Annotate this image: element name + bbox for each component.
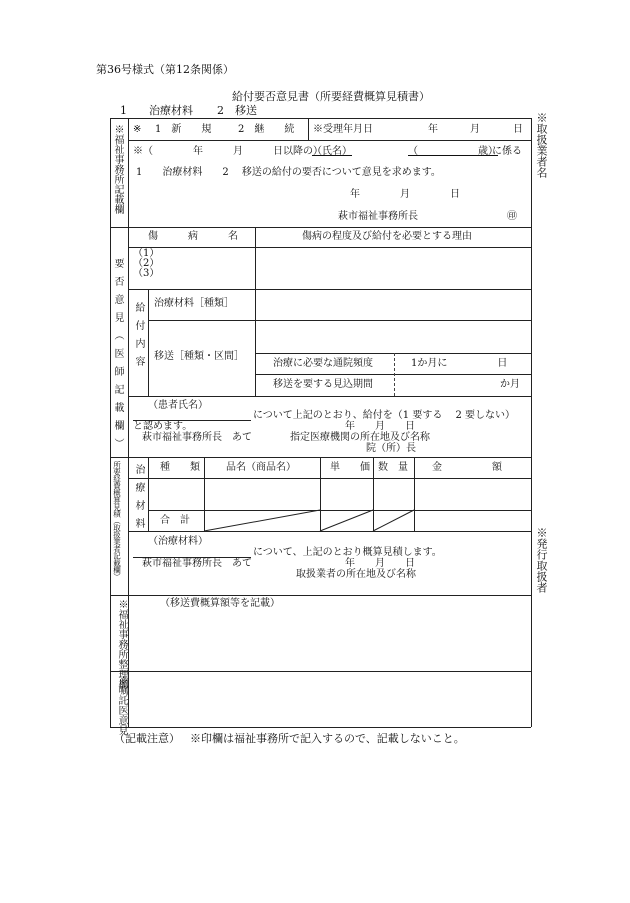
approval-text-2: と認めます。 bbox=[133, 421, 193, 432]
estimate-addressee: 萩市福祉事務所長 あて bbox=[142, 558, 252, 569]
transport-type-label: 移送［種類・区間］ bbox=[154, 351, 244, 362]
col-amount: 金 額 bbox=[432, 462, 502, 473]
seal-mark: ㊞ bbox=[507, 211, 517, 222]
doctor-head: 院（所）長 bbox=[366, 443, 416, 454]
continued-option: 2 継 続 bbox=[238, 124, 295, 135]
reason-header: 傷病の程度及び給付を必要とする理由 bbox=[302, 231, 472, 242]
patient-name-label: （患者氏名） bbox=[148, 400, 208, 411]
caution-text: ※印欄は福祉事務所で記入するので、記載しないこと。 bbox=[190, 732, 465, 745]
since-date-text: ※（ 年 月 日以降の） bbox=[133, 146, 323, 157]
regarding-text: に係る bbox=[492, 146, 522, 157]
form-title: 給付要否意見書（所要経費概算見積書） bbox=[232, 90, 430, 103]
commission-section-label: ※嘱託医意見 bbox=[116, 675, 127, 735]
office-mark: ※ bbox=[133, 124, 142, 135]
total-label: 合 計 bbox=[160, 515, 190, 526]
request-text: 1 治療材料 2 移送の給付の要否について意見を求めます。 bbox=[136, 167, 441, 178]
institution-label: 指定医療機関の所在地及び名称 bbox=[290, 432, 430, 443]
office-section-label: ※福祉事務所記載欄 bbox=[112, 124, 123, 214]
estimate-text: について、上記のとおり概算見積します。 bbox=[253, 547, 442, 558]
received-year: 年 bbox=[428, 124, 438, 135]
doctor-section-label: 要否意見（医師記載欄） bbox=[112, 258, 123, 456]
office-head: 萩市福祉事務所長 bbox=[338, 211, 418, 222]
doctor-addressee: 萩市福祉事務所長 あて bbox=[142, 432, 252, 443]
received-date-label: ※受理年月日 bbox=[313, 124, 373, 135]
visit-frequency-label: 治療に必要な通院頻度 bbox=[273, 358, 373, 369]
office-date-line: 年 月 日 bbox=[350, 189, 460, 200]
material-note: （治療材料） bbox=[148, 536, 208, 547]
subtitle-materials: 1 治療材料 bbox=[120, 104, 193, 117]
received-month: 月 bbox=[470, 124, 480, 135]
transport-period-value: か月 bbox=[500, 379, 520, 390]
disease-item-1: （1） bbox=[133, 248, 160, 259]
received-day: 日 bbox=[513, 124, 523, 135]
benefit-content-label: 給付内容 bbox=[133, 302, 144, 374]
transport-period-label: 移送を要する見込期間 bbox=[273, 379, 373, 390]
visit-frequency-value: 1か月に 日 bbox=[411, 358, 508, 369]
handler-address-label: 取扱業者の所在地及び名称 bbox=[296, 569, 416, 580]
col-unit-price: 単 価 bbox=[330, 462, 370, 473]
doctor-date-line: 年 月 日 bbox=[345, 421, 415, 432]
patient-name-field: （氏名） bbox=[312, 146, 352, 157]
adjust-section-label: ※福祉事務所整理欄 bbox=[116, 599, 127, 689]
material-type-label: 治療材料［種類］ bbox=[154, 298, 234, 309]
adjust-note: （移送費概算額等を記載） bbox=[160, 598, 280, 609]
disease-item-2: （2） bbox=[133, 258, 160, 269]
subtitle-transport: 2 移送 bbox=[217, 104, 257, 117]
age-field: （ 歳） bbox=[408, 146, 498, 157]
col-type: 種 類 bbox=[160, 462, 200, 473]
disease-header: 傷 病 名 bbox=[148, 231, 238, 242]
col-quantity: 数 量 bbox=[378, 462, 408, 473]
new-option: 1 新 規 bbox=[155, 124, 212, 135]
estimate-date-line: 年 月 日 bbox=[345, 558, 415, 569]
disease-item-3: （3） bbox=[133, 268, 160, 279]
col-item: 品名（商品名） bbox=[226, 462, 296, 473]
caution-label: （記載注意） bbox=[114, 732, 180, 745]
handler-name-label: ※取扱業者名 bbox=[535, 112, 548, 178]
material-label: 治療材料 bbox=[133, 464, 144, 536]
issuing-handler-label: ※発行取扱者 bbox=[535, 527, 548, 593]
form-number: 第36号様式（第12条関係） bbox=[96, 63, 234, 76]
estimate-section-label: 所要経費概算見積（取扱業者記載欄） bbox=[112, 461, 122, 580]
approval-text: について上記のとおり、給付を（1 要する 2 要しない） bbox=[253, 410, 516, 421]
